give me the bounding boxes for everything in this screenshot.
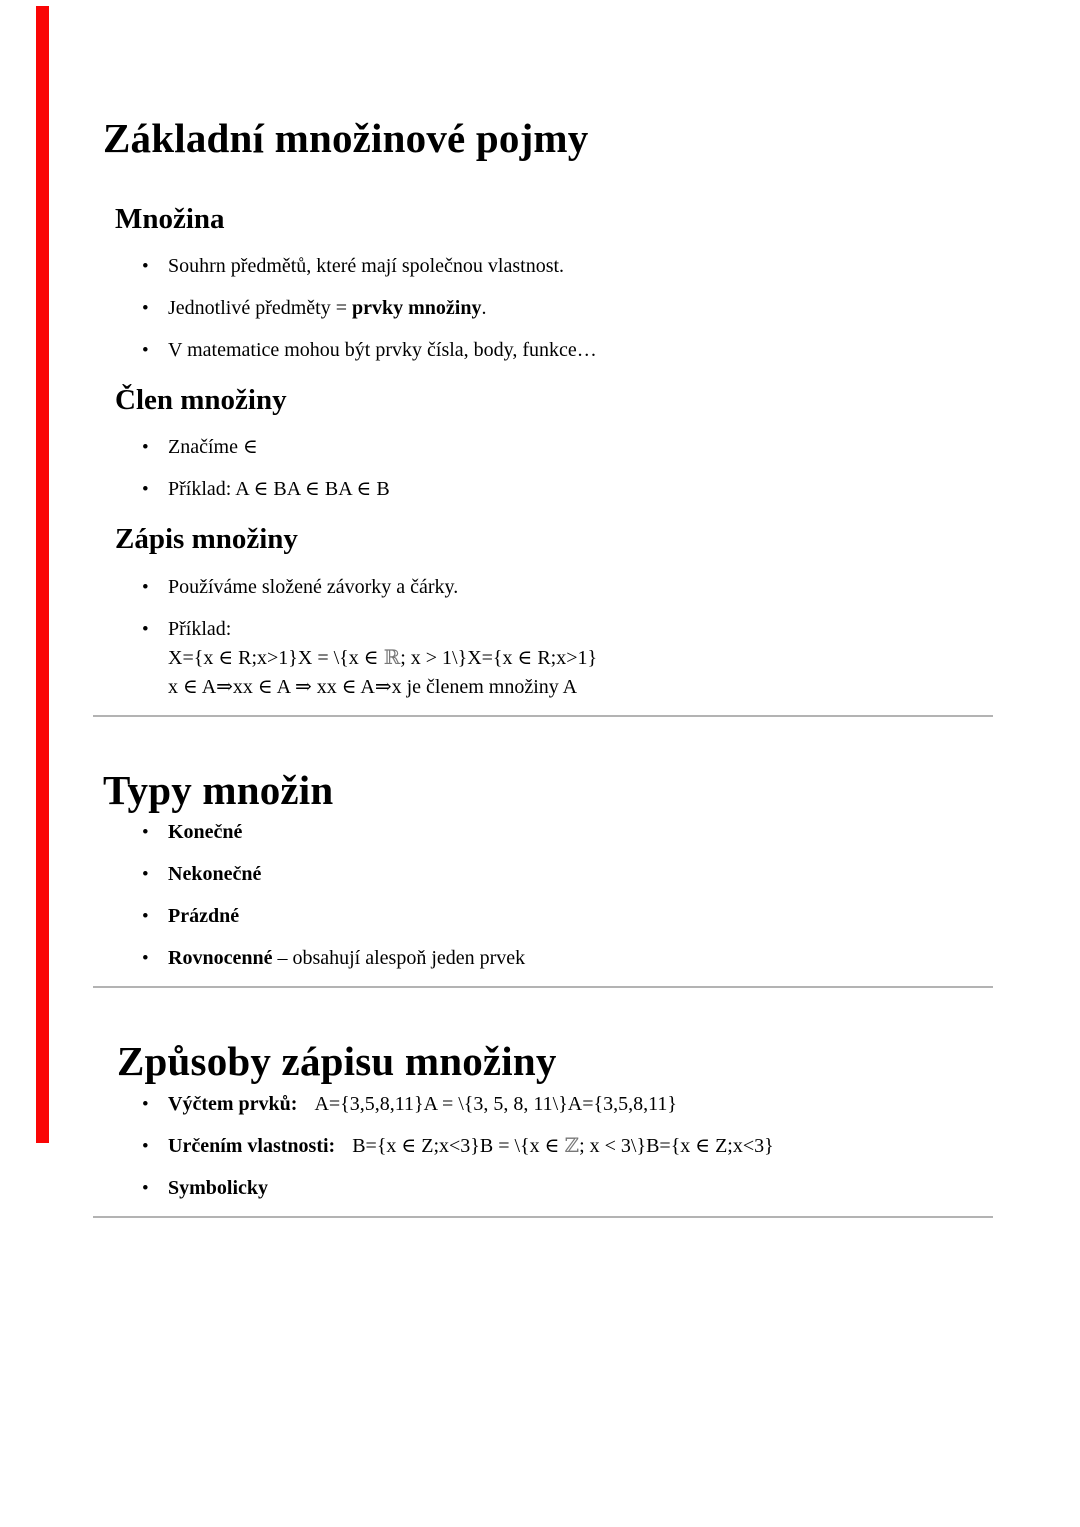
blackboard-z-symbol: ℤ [564,1134,580,1157]
math-text: X={x ∈ R;x>1}X = \{x ∈ [168,646,384,669]
bullet-text: Používáme složené závorky a čárky. [168,575,459,598]
red-accent-bar [36,6,49,1143]
section-heading-mnozina: Množina [115,202,225,235]
list-item [168,860,985,889]
section-heading-typy: Typy množin [103,766,334,813]
bullet-text: . [481,296,487,319]
bullet-text: Jednotlivé předměty = [168,296,353,319]
bullet-text-bold: Konečné [168,821,243,844]
list-item [168,1090,985,1119]
list-item [168,1132,985,1161]
list-item [168,252,985,281]
math-text: A={3,5,8,11}A = \{3, 5, 8, 11\}A={3,5,8,11} [314,1092,677,1115]
section-typy [103,767,985,974]
list-item-multiline [168,615,985,702]
section-heading-clen: Člen množiny [115,383,287,416]
math-text: ; x < 3\}B={x ∈ Z;x<3} [579,1134,774,1157]
list-item [168,944,985,973]
section-clen [103,384,985,504]
bullet-text: V matematice mohou být prvky čísla, body, funkce… [168,338,597,361]
bullet-line [168,644,985,673]
bullet-list [103,818,985,973]
list-item [168,573,985,602]
list-item [168,1174,985,1203]
section-zpusoby [103,1038,985,1203]
blackboard-r-symbol: ℝ [383,646,401,669]
bullet-list [103,433,985,504]
bullet-text-bold: Nekonečné [168,863,262,886]
section-divider [93,1216,993,1218]
bullet-line: • Příklad: [168,617,232,640]
bullet-line: x ∈ A⇒xx ∈ A ⇒ xx ∈ A⇒x je členem množiny A [168,675,578,698]
list-item [168,475,985,504]
section-heading-zapis: Zápis množiny [115,523,298,556]
list-item [168,902,985,931]
list-item [168,336,985,365]
section-heading-zpusoby: Způsoby zápisu množiny [117,1038,557,1085]
list-item [168,818,985,847]
bullet-text: Souhrn předmětů, které mají společnou vlastnost. [168,254,565,277]
math-text: B={x ∈ Z;x<3}B = \{x ∈ [352,1134,565,1157]
bullet-list [103,1090,985,1203]
bullet-list [103,573,985,702]
page-title: Základní množinové pojmy [103,115,589,161]
bullet-label-bold: Symbolicky [168,1176,269,1199]
math-text: ; x > 1\}X={x ∈ R;x>1} [400,646,598,669]
bullet-text-bold: Prázdné [168,905,240,928]
bullet-text-bold: prvky množiny [352,296,482,319]
bullet-label-bold: Výčtem prvků: [168,1092,298,1115]
bullet-label-bold: Určením vlastnosti: [168,1134,336,1157]
bullet-text: Příklad: A ∈ BA ∈ BA ∈ B [168,478,390,501]
section-divider [93,986,993,988]
section-mnozina [103,203,985,365]
list-item [168,433,985,462]
bullet-list [103,252,985,365]
bullet-text: Značíme ∈ [168,436,258,459]
bullet-text: – obsahují alespoň jeden prvek [272,947,526,970]
section-divider [93,715,993,717]
bullet-text-bold: Rovnocenné [168,947,273,970]
list-item [168,294,985,323]
section-zapis [103,523,985,701]
